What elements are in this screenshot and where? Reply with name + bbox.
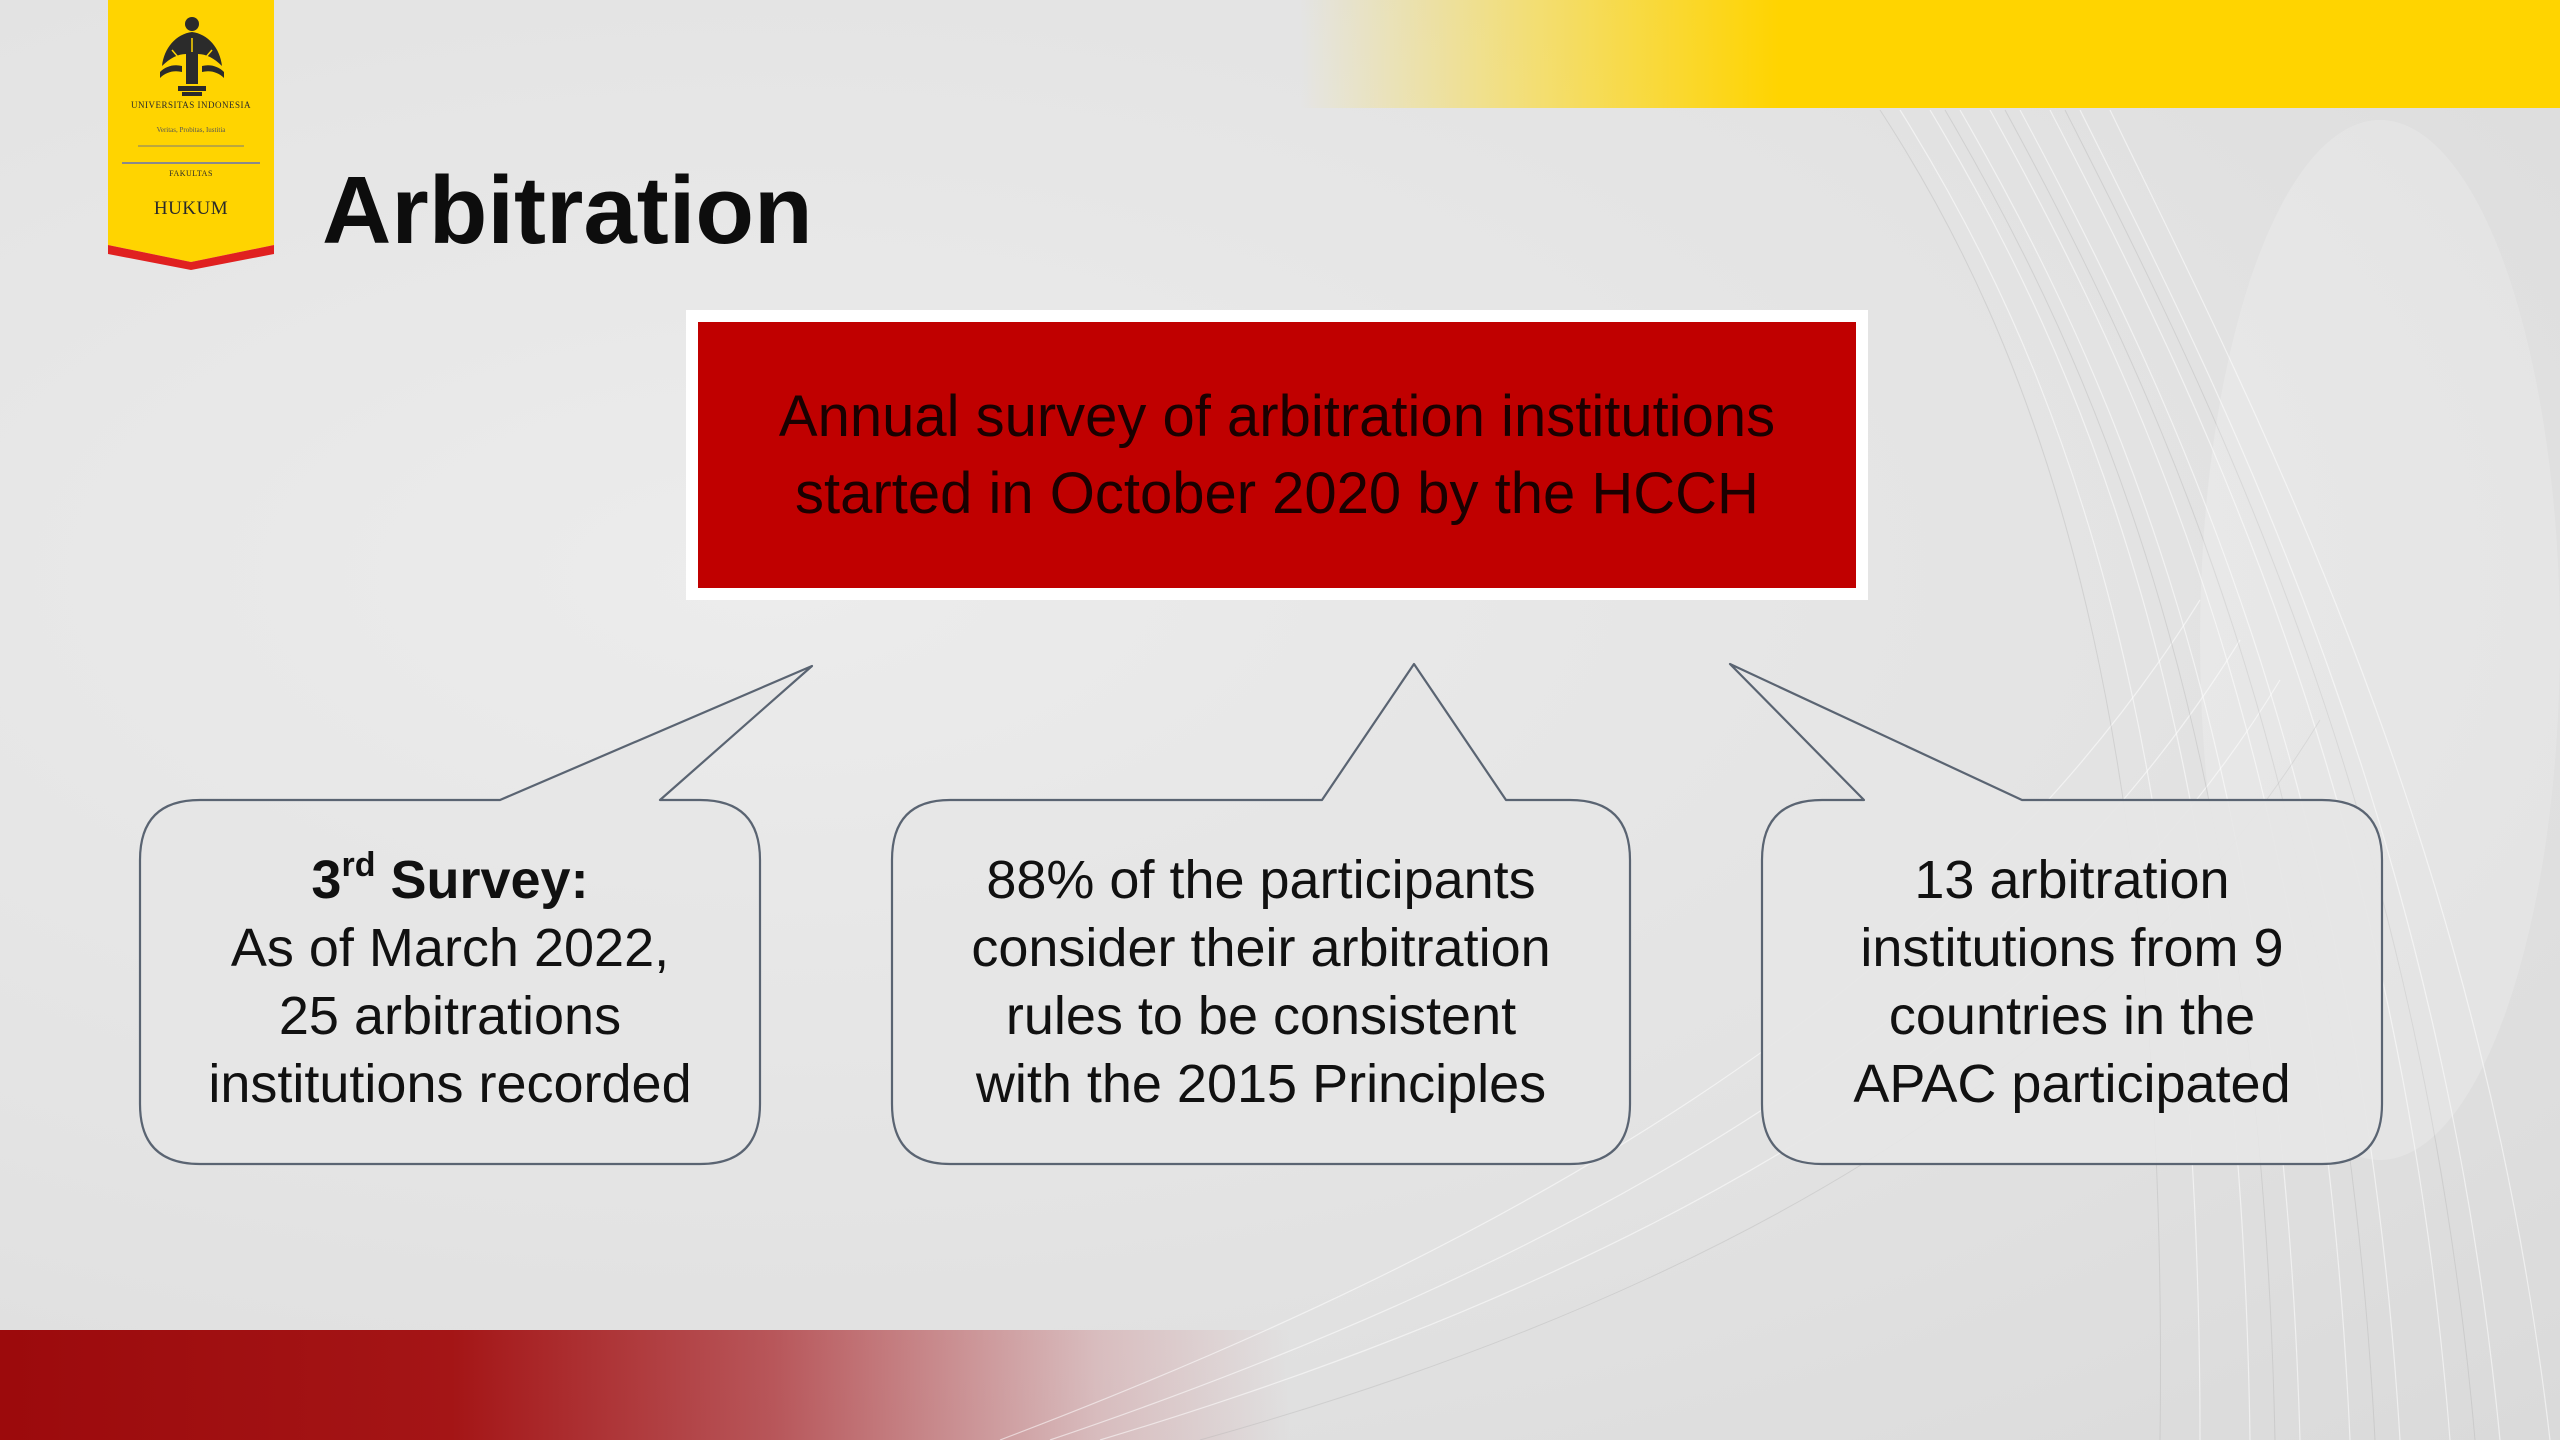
callout-right-line: institutions from 9 [1860, 918, 2284, 978]
logo-motto: Veritas, Probitas, Iustitia [156, 126, 226, 134]
headline-text: Annual survey of arbitration institutions started in October 2020 by the HCCH [778, 384, 1776, 526]
callout-middle-line: with the 2015 Principles [975, 1054, 1547, 1114]
callout-right-line: APAC participated [1853, 1054, 2291, 1114]
logo-faculty-label: FAKULTAS [169, 169, 213, 178]
survey-ordinal-suffix: rd [341, 846, 376, 884]
survey-number: 3 [311, 850, 342, 910]
callout-right-line: countries in the [1888, 986, 2256, 1046]
callout-left-heading [140, 846, 760, 914]
survey-heading-label: Survey: [375, 850, 589, 910]
callout-left-line: 25 arbitrations [278, 986, 622, 1046]
logo-university-name: UNIVERSITAS INDONESIA [130, 100, 252, 110]
callout-right-text [1762, 846, 2382, 1118]
callout-middle-text [891, 846, 1631, 1118]
callout-right-line: 13 arbitration [1914, 850, 2230, 910]
callout-left-line: As of March 2022, [230, 918, 670, 978]
callout-middle-line: rules to be consistent [1005, 986, 1517, 1046]
page-title: Arbitration [322, 157, 813, 264]
logo-faculty-name: HUKUM [153, 198, 229, 219]
callout-middle-line: consider their arbitration [971, 918, 1551, 978]
callout-left-line: institutions recorded [208, 1054, 692, 1114]
callout-left-text [140, 846, 760, 1118]
callout-middle-line: 88% of the participants [986, 850, 1536, 910]
